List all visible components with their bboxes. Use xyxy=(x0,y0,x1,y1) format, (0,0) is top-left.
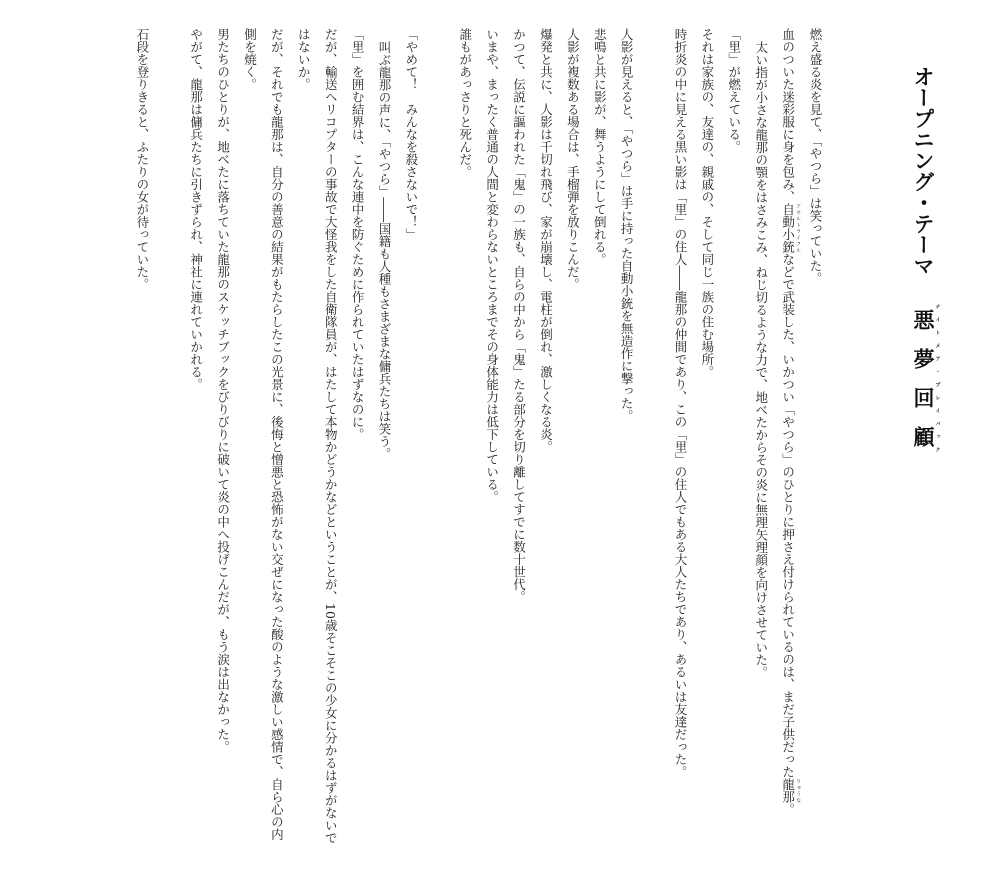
chapter-title-main xyxy=(911,304,941,460)
paragraph: それは家族の、友達の、親戚の、そして同じ一族の住む場所。 xyxy=(699,28,715,378)
ruby-reading: りゅうな xyxy=(795,778,802,803)
paragraph: 燃え盛る炎を見て、「やつら」は笑っていた。 xyxy=(808,28,823,285)
paragraph: だが、それでも龍那は、自分の善意の結果がもたらしたこの光景に、後悔と憎悪と恐怖がない交ぜになった酸のような激しい感情で、自ら心の内側を焼く。 xyxy=(242,28,285,841)
paragraph: 男たちのひとりが、地べたに落ちていた龍那のスケッチブックをびりびりに破いて炎の中へ投げこんだが、もう涙は出なかった。 xyxy=(215,28,231,753)
ruby-base: 自動小銃 xyxy=(780,203,796,253)
paragraph: 人影が複数ある場合は、手榴弾を放りこんだ。 xyxy=(565,28,581,291)
ruby-assault-rifle xyxy=(780,203,802,253)
ruby-reading: アサルトライフル xyxy=(795,203,802,253)
chapter-title-main-text: 悪夢回顧 xyxy=(911,304,936,460)
paragraph: 爆発と共に、人影は千切れ飛び、家が崩壊し、電柱が倒れ、激しくなる炎。 xyxy=(538,28,554,453)
blank-line xyxy=(639,28,666,848)
ruby-base: 龍那 xyxy=(780,778,796,803)
paragraph: 「里」を囲む結界は、こんな連中を防ぐために作られていたはずなのに。 xyxy=(350,28,366,441)
paragraph: 悲鳴と共に影が、舞うようにして倒れる。 xyxy=(592,28,608,266)
story-body xyxy=(58,28,828,848)
paragraph: いまや、まったく普通の人間と変わらないところまでその身体能力は低下している。 xyxy=(484,28,500,503)
ruby-ryuuna xyxy=(780,778,802,803)
paragraph: 人影が見えると、「やつら」は手に持った自動小銃を無造作に撃った。 xyxy=(619,28,635,422)
paragraph: 叫ぶ龍那の声に、「やつら」――国籍も人種もさまざまな傭兵たちは笑う。 xyxy=(377,40,392,460)
paragraph: やがて、龍那は傭兵たちに引きずられ、神社に連れていかれる。 xyxy=(188,28,204,391)
paragraph: 「里」が燃えている。 xyxy=(726,28,742,153)
paragraph-segment: 血のついた迷彩服に身を包み、 xyxy=(780,28,796,203)
paragraph: 誰もがあっさりと死んだ。 xyxy=(457,28,473,178)
paragraph-segment: などで武装した、いかつい「やつら」のひとりに押さえ付けられているのは、まだ子供だった xyxy=(780,253,796,778)
paragraph: 太い指が小さな龍那の顎をはさみこみ、ねじ切るような力で、地べたからその炎に無理矢理顔を向けさせていた。 xyxy=(753,40,769,678)
chapter-title xyxy=(900,66,946,460)
paragraph: 時折炎の中に見える黒い影は「里」の住人――龍那の仲間であり、この「里」の住人でもある大人たちであり、あるいは友達だった。 xyxy=(672,28,688,778)
paragraph: 「やめて！ みんなを殺さないで！」 xyxy=(403,28,419,241)
blank-line xyxy=(155,28,182,848)
paragraph xyxy=(774,28,801,848)
blank-line xyxy=(424,28,451,848)
paragraph: 石段を登りきると、ふたりの女が待っていた。 xyxy=(134,28,150,291)
chapter-title-reading: ナイトメア・プレイバック xyxy=(934,304,941,460)
chapter-title-prefix: オープニング・テーマ xyxy=(911,66,936,276)
paragraph: だが、輸送ヘリコプターの事故で大怪我をした自衛隊員が、はたして本物かどうかなどということが、10歳そこそこの少女に分かるはずがないではないか。 xyxy=(296,28,339,844)
paragraph-segment: 。 xyxy=(780,803,796,816)
paragraph: かつて、伝説に謳われた「鬼」の一族も、自らの中から「鬼」たる部分を切り離してすでに数十世代。 xyxy=(511,28,527,603)
